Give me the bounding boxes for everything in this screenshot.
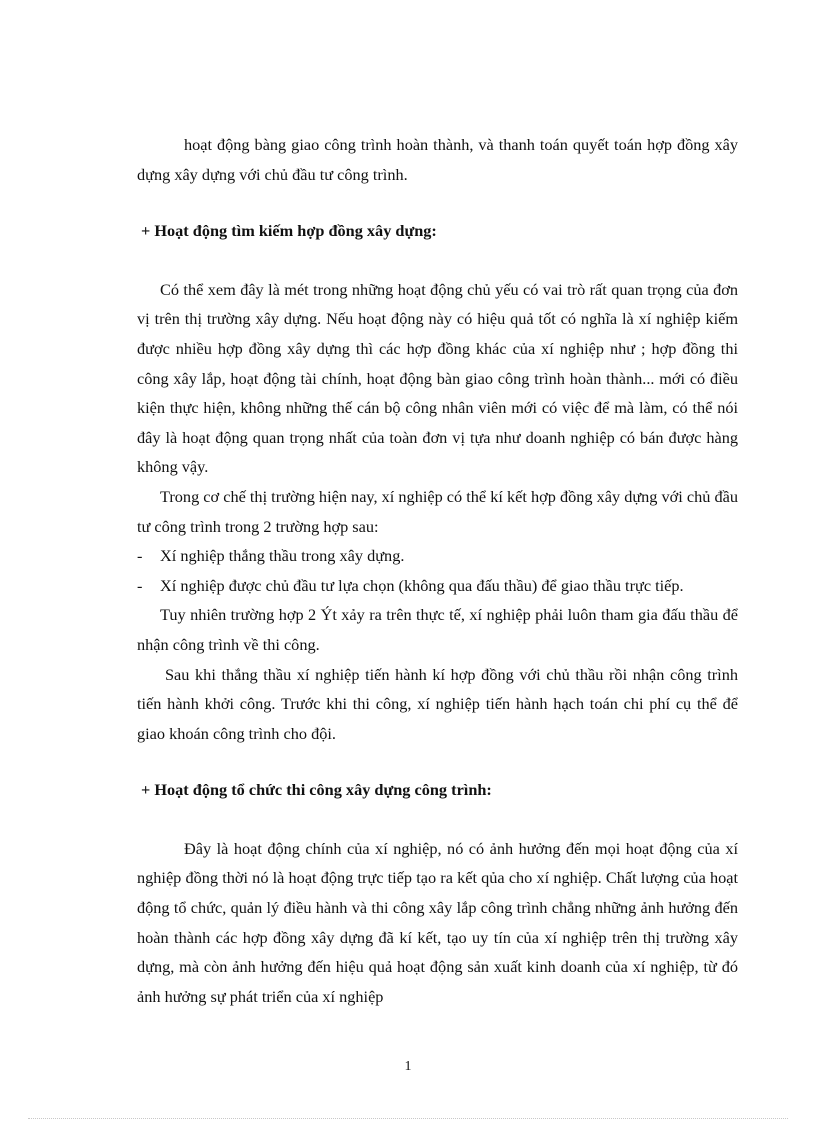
bullet-mark: - <box>137 546 143 566</box>
page-bottom-divider <box>28 1118 788 1119</box>
section-heading-contract-search: + Hoạt động tìm kiếm hợp đồng xây dựng: <box>141 221 437 241</box>
list-item <box>137 541 738 571</box>
list-item <box>137 571 738 601</box>
paragraph-6: Đây là hoạt động chính của xí nghiệp, nó có ảnh hưởng đến mọi hoạt động của xí nghiệp đồng thời nó là hoạt động trực tiếp tạo ra kết qủa cho xí nghiệp. Chất lượng của hoạt động tổ chức, quản lý điều hành và thi công xây lắp công trình chẳng những ảnh hưởng đến hoàn thành các hợp đồng xây dựng đã kí kết, tạo uy tín của xí nghiệp trên thị trường xây dựng, mà còn ảnh hưởng đến hiệu quả hoạt động sản xuất kinh doanh của xí nghiệp, từ đó ảnh hưởng sự phát triển của xí nghiệp <box>137 838 738 1006</box>
paragraph-4: Tuy nhiên trường hợp 2 Ýt xảy ra trên thực tế, xí nghiệp phải luôn tham gia đấu thầu để nhận công trình về thi công. <box>137 605 738 654</box>
paragraph-5: Sau khi thắng thầu xí nghiệp tiến hành kí hợp đồng với chủ thầu rồi nhận công trình tiến hành khởi công. Trước khi thi công, xí nghiệp tiến hành hạch toán chi phí cụ thể để giao khoán công trình cho đội. <box>137 664 738 743</box>
list-item-text: Xí nghiệp thắng thầu trong xây dựng. <box>160 546 405 566</box>
page-number: 1 <box>404 1059 412 1074</box>
list-item-text: Xí nghiệp được chủ đầu tư lựa chọn (không qua đấu thầu) để giao thầu trực tiếp. <box>160 575 684 595</box>
paragraph-2: Có thể xem đây là mét trong những hoạt động chủ yếu có vai trò rất quan trọng của đơn vị trên thị trường xây dựng. Nếu hoạt động này có hiệu quả tốt có nghĩa là xí nghiệp kiếm được nhiều hợp đồng xây dựng thì các hợp đồng khác của xí nghiệp như ; hợp đồng thi công xây lắp, hoạt động tài chính, hoạt động bàn giao công trình hoàn thành... mới có điều kiện thực hiện, không những thế cán bộ công nhân viên mới có việc để mà làm, có thể nói đây là hoạt động quan trọng nhất của toàn đơn vị tựa như doanh nghiệp có bán được hàng không vậy. <box>137 279 738 477</box>
paragraph-1: hoạt động bàng giao công trình hoàn thành, và thanh toán quyết toán hợp đồng xây dựng xây dựng với chủ đầu tư công trình. <box>137 135 738 184</box>
section-heading-construction: + Hoạt động tổ chức thi công xây dựng công trình: <box>141 780 492 800</box>
bullet-mark: - <box>137 575 143 595</box>
paragraph-3: Trong cơ chế thị trường hiện nay, xí nghiệp có thể kí kết hợp đồng xây dựng với chủ đầu tư công trình trong 2 trường hợp sau: <box>137 486 738 536</box>
page-body <box>137 130 738 1011</box>
